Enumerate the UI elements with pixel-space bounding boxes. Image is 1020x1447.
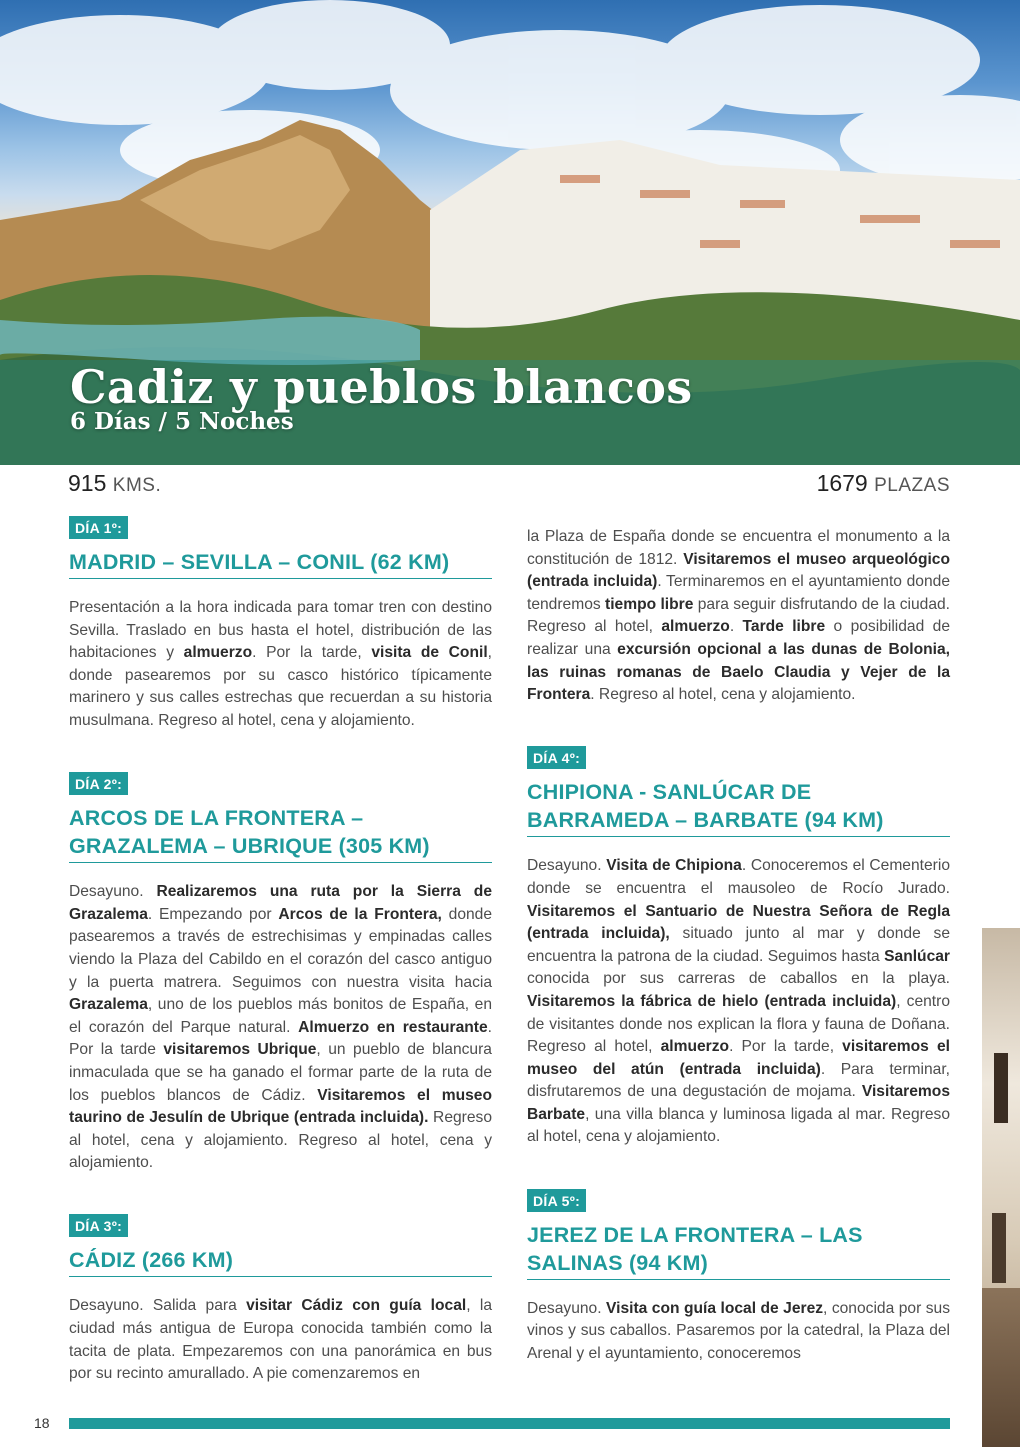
day-badge: DÍA 5º: [527,1189,586,1212]
day-badge: DÍA 3º: [69,1214,128,1237]
day-description: Desayuno. Visita con guía local de Jerez, conocida por sus vinos y sus caballos. Pasaremos por la catedral, la Plaza del Arenal y el ayuntamiento, conoceremos [527,1299,950,1362]
distance-stat [68,470,161,497]
right-column [527,526,950,1381]
day-title: ARCOS DE LA FRONTERA – GRAZALEMA – UBRIQUE (305 KM) [69,804,492,863]
seats-stat [817,470,950,497]
page-subtitle: 6 Días / 5 Noches [70,408,294,435]
day-title: MADRID – SEVILLA – CONIL (62 KM) [69,548,492,579]
footer-bar [69,1418,950,1429]
hero-image [0,0,1020,465]
seats-unit: PLAZAS [874,475,950,496]
side-photo [982,928,1020,1447]
page-number: 18 [34,1415,50,1431]
distance-value: 915 [68,470,107,496]
day-title: CHIPIONA - SANLÚCAR DE BARRAMEDA – BARBATE (94 KM) [527,778,950,837]
day-description: Presentación a la hora indicada para tomar tren con destino Sevilla. Traslado en bus hasta el hotel, distribución de las habitaciones y almuerzo. Por la tarde, visita de Conil, donde pasearemos por su casco histórico típicamente marinero y sus calles estrechas que recuerdan a su historia musulmana. Regreso al hotel, cena y alojamiento. [69,599,492,729]
day-5 [527,1189,950,1366]
day-badge: DÍA 2º: [69,772,128,795]
day-1 [69,516,492,733]
day-3-continuation: la Plaza de España donde se encuentra el monumento a la constitución de 1812. Visitaremos el museo arqueológico (entrada incluida). Terminaremos en el ayuntamiento donde tendremos tiempo libre para seguir disfrutando de la ciudad. Regreso al hotel, almuerzo. Tarde libre o posibilidad de realizar una excursión opcional a las dunas de Bolonia, las ruinas romanas de Baelo Claudia y Vejer de la Frontera. Regreso al hotel, cena y alojamiento. [527,528,951,704]
distance-unit: KMS. [112,475,162,496]
day-4 [527,746,950,1149]
day-title: JEREZ DE LA FRONTERA – LAS SALINAS (94 KM) [527,1221,950,1280]
day-2 [69,772,492,1175]
day-description: Desayuno. Salida para visitar Cádiz con guía local, la ciudad más antigua de Europa conocida también como la tacita de plata. Empezaremos con una panorámica en bus por su recinto amurallado. A pie comenzaremos en [69,1297,492,1383]
day-badge: DÍA 1º: [69,516,128,539]
seats-value: 1679 [816,470,868,496]
day-3 [69,1214,492,1385]
day-badge: DÍA 4º: [527,746,586,769]
day-description: Desayuno. Visita de Chipiona. Conoceremos el Cementerio donde se encuentra el mausoleo de Rocío Jurado. Visitaremos el Santuario de Nuestra Señora de Regla (entrada incluida), situado junto al mar y donde se encuentra la patrona de la ciudad. Seguimos hasta Sanlúcar conocida por sus carreras de caballos en la playa. Visitaremos la fábrica de hielo (entrada incluida), centro de visitantes donde nos explican la flora y fauna de Doñana. Regreso al hotel, almuerzo. Por la tarde, visitaremos el museo del atún (entrada incluida). Para terminar, disfrutaremos de una degustación de mojama. Visitaremos Barbate, una villa blanca y luminosa ligada al mar. Regreso al hotel, cena y alojamiento. [527,857,950,1146]
day-title: CÁDIZ (266 KM) [69,1246,492,1277]
left-column [69,516,492,1401]
page-title: Cadiz y pueblos blancos [70,360,693,414]
day-description: Desayuno. Realizaremos una ruta por la Sierra de Grazalema. Empezando por Arcos de la Frontera, donde pasearemos a través de estrechisimas y empinadas calles viendo la Plaza del Cabildo en el corazón del casco antiguo y la puerta matrera. Seguimos con nuestra visita hacia Grazalema, uno de los pueblos más bonitos de España, en el corazón del Parque natural. Almuerzo en restaurante. Por la tarde visitaremos Ubrique, un pueblo de blancura inmaculada que se ha ganado el formar parte de la ruta de los pueblos blancos de Cádiz. Visitaremos el museo taurino de Jesulín de Ubrique (entrada incluida). Regreso al hotel, cena y alojamiento. Regreso al hotel, cena y alojamiento. [69,883,493,1172]
